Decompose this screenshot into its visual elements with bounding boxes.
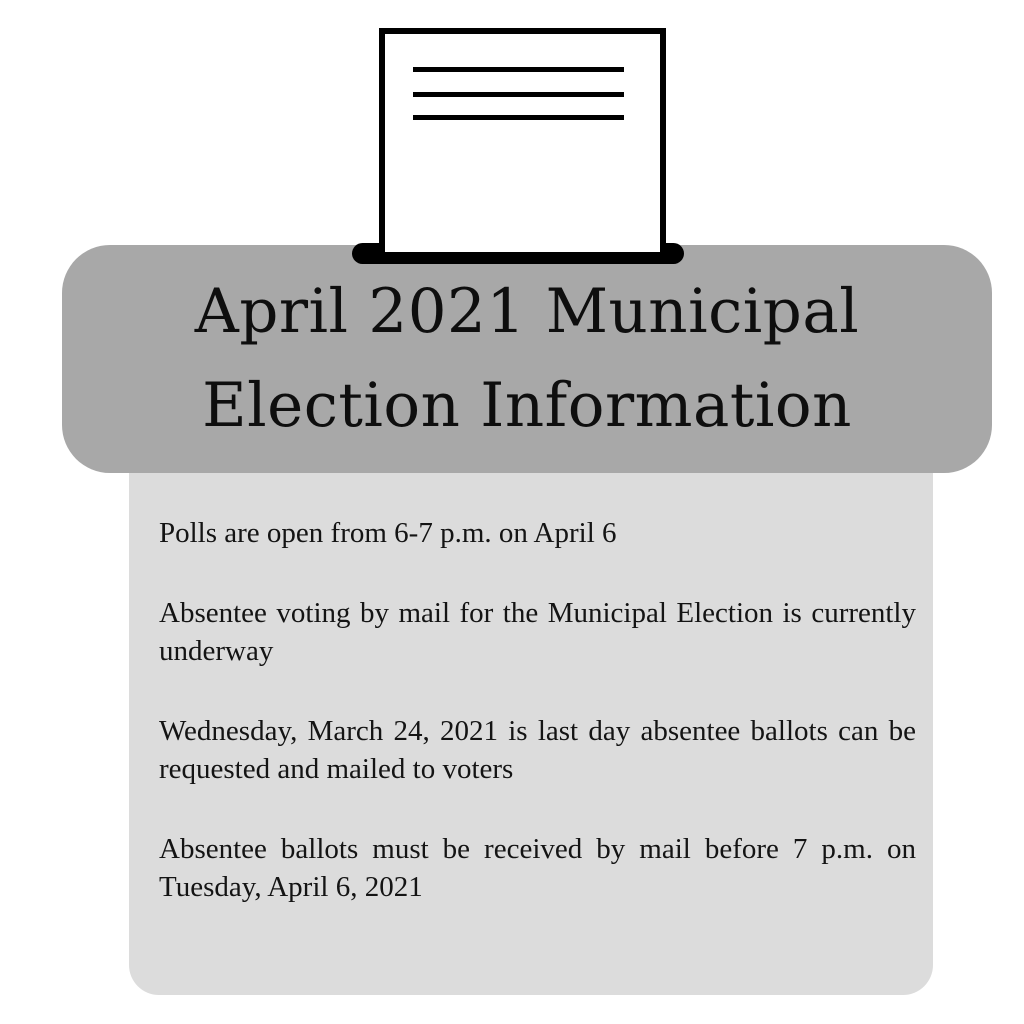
info-paragraph-polls-open: Polls are open from 6-7 p.m. on April 6 — [159, 517, 617, 549]
info-panel — [129, 440, 933, 995]
poster-title-line-2: Election Information — [202, 370, 852, 441]
info-paragraph-request-deadline: Wednesday, March 24, 2021 is last day absentee ballots can be requested and mailed to voters — [159, 715, 916, 785]
poster-title-line-1: April 2021 Municipal — [194, 276, 860, 347]
info-paragraph-receive-deadline: Absentee ballots must be received by mail before 7 p.m. on Tuesday, April 6, 2021 — [159, 833, 916, 903]
ballot-paper-icon — [379, 28, 666, 252]
ballot-text-line-icon — [413, 115, 624, 120]
info-paragraph-absentee-underway: Absentee voting by mail for the Municipal Election is currently underway — [159, 597, 916, 667]
ballot-text-line-icon — [413, 67, 624, 72]
ballot-text-line-icon — [413, 92, 624, 97]
title-banner — [62, 245, 992, 473]
